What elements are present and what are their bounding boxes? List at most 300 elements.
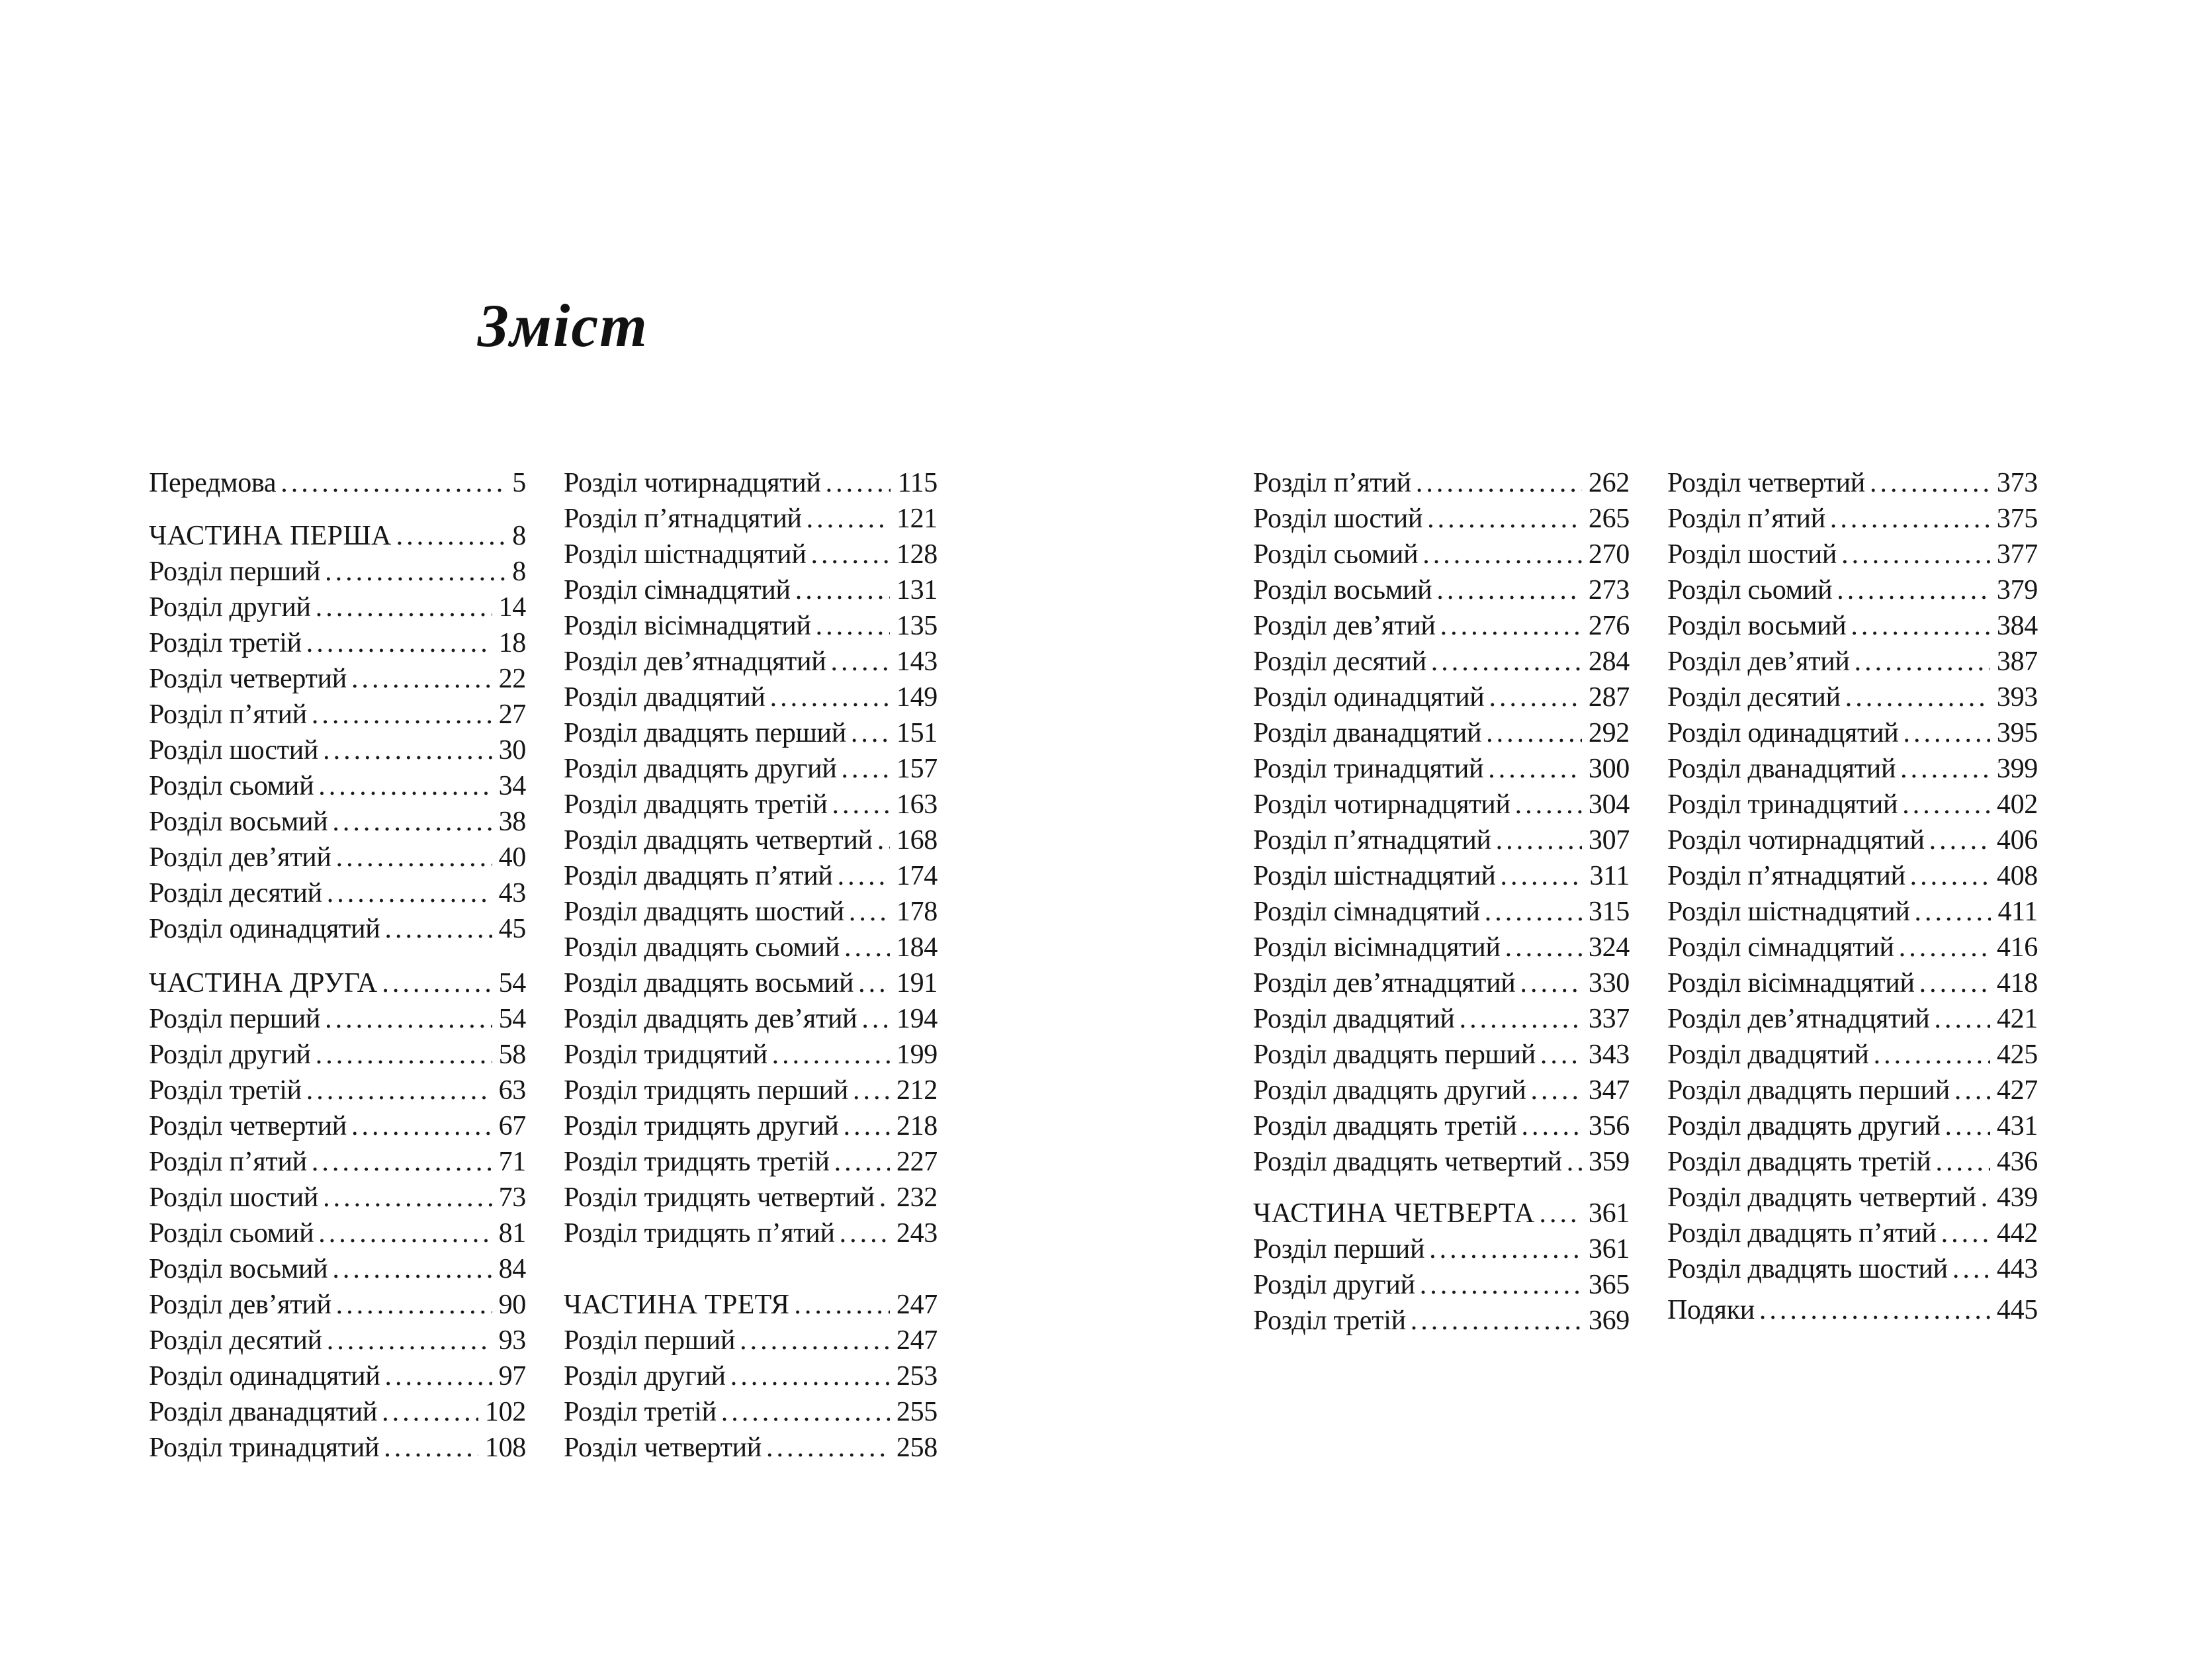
dot-leader	[1874, 1037, 1990, 1073]
toc-column-1	[149, 465, 526, 1466]
toc-entry-page: 128	[896, 539, 938, 570]
dot-leader	[336, 1287, 492, 1323]
toc-entry-page: 304	[1588, 789, 1630, 820]
toc-entry-label: Розділ тридцять перший	[564, 1075, 848, 1106]
toc-entry-label: Розділ дев’ятнадцятий	[1667, 1004, 1930, 1034]
toc-entry-page: 247	[896, 1290, 938, 1320]
toc-entry	[1253, 1267, 1630, 1303]
dot-leader	[834, 1144, 890, 1180]
toc-entry-label: Розділ тридцять другий	[564, 1111, 839, 1141]
dot-leader	[1485, 894, 1582, 930]
toc-entry-page: 54	[498, 1004, 526, 1034]
toc-entry-page: 369	[1588, 1305, 1630, 1336]
toc-entry-page: 253	[896, 1361, 938, 1392]
toc-entry-label: Розділ третій	[149, 1075, 302, 1106]
toc-entry	[149, 768, 526, 804]
toc-entry-page: 14	[498, 592, 526, 623]
toc-entry	[564, 501, 938, 537]
toc-entry-label: Розділ четвертий	[1667, 468, 1865, 498]
toc-entry-page: 115	[897, 468, 938, 498]
toc-entry	[564, 1144, 938, 1180]
dot-leader	[1436, 572, 1582, 608]
toc-entry-label: Розділ тридцять четвертий	[564, 1182, 875, 1213]
toc-entry-page: 45	[498, 914, 526, 944]
toc-entry-page: 375	[1996, 504, 2038, 534]
toc-entry-label: Розділ чотирнадцятий	[564, 468, 821, 498]
toc-entry-label: Розділ двадцять перший	[564, 718, 846, 748]
toc-entry-page: 442	[1996, 1218, 2038, 1249]
toc-entry-page: 71	[498, 1147, 526, 1177]
toc-entry-page: 54	[498, 968, 526, 998]
toc-entry-page: 247	[896, 1325, 938, 1356]
toc-entry-page: 427	[1996, 1075, 2038, 1106]
toc-entry-label: ЧАСТИНА ПЕРША	[149, 521, 392, 551]
toc-entry	[1667, 858, 2038, 894]
dot-leader	[811, 537, 890, 572]
toc-entry	[1667, 822, 2038, 858]
toc-entry-page: 18	[498, 628, 526, 658]
toc-entry-page: 265	[1588, 504, 1630, 534]
toc-entry-label: Розділ одинадцятий	[1667, 718, 1899, 748]
toc-entry-label: Розділ двадцять четвертий	[1667, 1182, 1976, 1213]
toc-entry-label: Подяки	[1667, 1295, 1755, 1325]
toc-entry	[1667, 894, 2038, 930]
toc-entry	[1667, 715, 2038, 751]
toc-entry-page: 40	[498, 842, 526, 873]
toc-entry	[1253, 501, 1630, 537]
toc-entry-label: Розділ двадцять третій	[1667, 1147, 1931, 1177]
toc-entry-page: 439	[1996, 1182, 2038, 1213]
dot-leader	[1505, 930, 1582, 965]
dot-leader	[384, 1358, 492, 1394]
toc-entry	[564, 1037, 938, 1073]
toc-entry-page: 232	[896, 1182, 938, 1213]
dot-leader	[1431, 644, 1582, 680]
dot-leader	[1567, 1144, 1582, 1180]
toc-entry-page: 395	[1996, 718, 2038, 748]
toc-entry-label: Розділ чотирнадцятий	[1253, 789, 1510, 820]
toc-entry-label: Розділ двадцять четвертий	[564, 825, 873, 856]
dot-leader	[1945, 1108, 1990, 1144]
toc-entry	[1253, 1037, 1630, 1073]
toc-column-2	[564, 465, 938, 1466]
dot-leader	[323, 732, 492, 768]
toc-entry	[1253, 1231, 1630, 1267]
toc-entry-label: Розділ сімнадцятий	[564, 575, 791, 605]
dot-leader	[1830, 501, 1990, 537]
dot-leader	[1759, 1292, 1990, 1328]
toc-entry-label: Розділ п’ятнадцятий	[564, 504, 802, 534]
toc-entry	[149, 1180, 526, 1216]
toc-entry	[149, 1073, 526, 1108]
toc-entry-label: Розділ одинадцятий	[149, 1361, 380, 1392]
toc-entry-page: 163	[896, 789, 938, 820]
toc-entry-label: Розділ п’ятий	[1253, 468, 1411, 498]
toc-entry	[1253, 822, 1630, 858]
toc-entry	[1667, 680, 2038, 715]
dot-leader	[772, 1037, 890, 1073]
toc-entry	[1667, 1144, 2038, 1180]
dot-leader	[730, 1358, 890, 1394]
toc-entry-page: 108	[484, 1433, 526, 1463]
toc-entry	[1667, 1216, 2038, 1251]
dot-leader	[1915, 894, 1991, 930]
toc-entry-label: Розділ двадцять другий	[1253, 1075, 1526, 1106]
toc-entry-label: Розділ двадцять шостий	[1667, 1254, 1948, 1284]
dot-leader	[1429, 1231, 1582, 1267]
toc-entry-label: ЧАСТИНА ТРЕТЯ	[564, 1290, 790, 1320]
toc-entry-label: Розділ двадцять шостий	[564, 897, 844, 927]
toc-entry-label: ЧАСТИНА ЧЕТВЕРТА	[1253, 1198, 1535, 1229]
dot-leader	[323, 1180, 492, 1216]
toc-entry-page: 337	[1588, 1004, 1630, 1034]
toc-entry	[564, 537, 938, 572]
toc-entry-page: 22	[498, 664, 526, 694]
toc-column-3	[1253, 465, 1630, 1339]
toc-entry	[149, 732, 526, 768]
toc-entry-page: 359	[1588, 1147, 1630, 1177]
toc-entry-page: 131	[896, 575, 938, 605]
dot-leader	[844, 1108, 890, 1144]
dot-leader	[1841, 537, 1990, 572]
toc-entry	[1667, 1180, 2038, 1216]
toc-entry-label: Розділ двадцять дев’ятий	[564, 1004, 857, 1034]
toc-entry-page: 399	[1996, 754, 2038, 784]
toc-entry-label: Розділ шостий	[149, 1182, 319, 1213]
toc-entry-page: 157	[896, 754, 938, 784]
toc-entry-label: Розділ сьомий	[149, 771, 314, 801]
toc-entry-label: Розділ сьомий	[1667, 575, 1833, 605]
toc-entry-label: Розділ другий	[149, 1039, 311, 1070]
toc-entry-page: 387	[1996, 646, 2038, 677]
dot-leader	[332, 1251, 492, 1287]
dot-leader	[351, 661, 492, 697]
toc-entry	[564, 1358, 938, 1394]
dot-leader	[721, 1394, 890, 1430]
dot-leader	[312, 1144, 492, 1180]
toc-entry	[149, 1323, 526, 1358]
toc-entry-page: 431	[1996, 1111, 2038, 1141]
toc-entry-page: 143	[896, 646, 938, 677]
toc-entry-page: 30	[498, 735, 526, 766]
toc-entry-label: Розділ десятий	[1667, 682, 1841, 713]
dot-leader	[306, 625, 492, 661]
toc-entry-label: Розділ п’ятий	[149, 1147, 307, 1177]
toc-entry-page: 315	[1588, 897, 1630, 927]
toc-entry-label: Розділ шостий	[1667, 539, 1837, 570]
toc-entry	[1253, 787, 1630, 822]
toc-entry	[564, 1323, 938, 1358]
toc-entry-page: 102	[484, 1397, 526, 1427]
toc-entry-label: Розділ тридцять п’ятий	[564, 1218, 835, 1249]
toc-entry-label: Розділ третій	[149, 628, 302, 658]
toc-entry	[1253, 644, 1630, 680]
toc-entry-label: Розділ четвертий	[564, 1433, 762, 1463]
toc-entry-label: Розділ другий	[1253, 1270, 1415, 1300]
dot-leader	[1934, 1001, 1990, 1037]
dot-leader	[332, 804, 492, 840]
toc-entry	[1667, 787, 2038, 822]
dot-leader	[1855, 644, 1990, 680]
toc-entry-page: 38	[498, 807, 526, 837]
toc-entry	[564, 930, 938, 965]
toc-entry-label: Розділ перший	[1253, 1234, 1425, 1264]
toc-entry	[564, 1430, 938, 1466]
toc-entry-label: Розділ п’ятнадцятий	[1667, 861, 1905, 891]
dot-leader	[844, 930, 890, 965]
dot-leader	[1522, 1108, 1582, 1144]
dot-leader	[1515, 787, 1582, 822]
dot-leader	[396, 518, 506, 554]
toc-entry	[149, 661, 526, 697]
toc-entry-page: 243	[896, 1218, 938, 1249]
toc-entry	[1253, 1108, 1630, 1144]
dot-leader	[1488, 751, 1582, 787]
toc-entry-page: 73	[498, 1182, 526, 1213]
toc-entry-label: Розділ шостий	[1253, 504, 1423, 534]
toc-entry	[149, 465, 526, 501]
dot-leader	[830, 644, 889, 680]
toc-entry-label: Розділ восьмий	[1253, 575, 1432, 605]
toc-entry-page: 27	[498, 699, 526, 730]
dot-leader	[1870, 465, 1990, 501]
toc-entry-page: 262	[1588, 468, 1630, 498]
toc-entry-page: 135	[896, 611, 938, 641]
dot-leader	[842, 751, 890, 787]
toc-entry	[1253, 894, 1630, 930]
dot-leader	[851, 715, 890, 751]
toc-entry-label: Розділ дванадцятий	[1667, 754, 1896, 784]
toc-entry-label: Розділ восьмий	[149, 807, 328, 837]
toc-entry	[564, 751, 938, 787]
toc-entry	[1253, 572, 1630, 608]
toc-entry	[1253, 537, 1630, 572]
toc-entry	[564, 1001, 938, 1037]
dot-leader	[384, 911, 492, 947]
toc-entry-page: 63	[498, 1075, 526, 1106]
dot-leader	[858, 965, 890, 1001]
dot-leader	[853, 1073, 890, 1108]
toc-entry	[149, 1108, 526, 1144]
toc-entry	[1667, 644, 2038, 680]
toc-section-header	[564, 1287, 938, 1323]
dot-leader	[1910, 858, 1990, 894]
dot-leader	[795, 572, 890, 608]
dot-leader	[336, 840, 492, 875]
toc-entry	[149, 697, 526, 732]
toc-section-header	[1253, 1196, 1630, 1231]
toc-entry	[149, 1001, 526, 1037]
toc-entry-page: 174	[896, 861, 938, 891]
toc-entry	[1667, 751, 2038, 787]
toc-entry-label: Розділ десятий	[149, 878, 322, 908]
toc-entry-page: 421	[1996, 1004, 2038, 1034]
toc-entry	[149, 1216, 526, 1251]
toc-entry-label: Розділ тринадцятий	[1253, 754, 1484, 784]
dot-leader	[861, 1001, 890, 1037]
toc-entry-label: Розділ двадцять перший	[1253, 1039, 1536, 1070]
toc-entry-label: Розділ третій	[564, 1397, 717, 1427]
toc-entry-page: 384	[1996, 611, 2038, 641]
toc-entry	[149, 804, 526, 840]
toc-entry	[1253, 715, 1630, 751]
dot-leader	[1531, 1073, 1582, 1108]
dot-leader	[1952, 1251, 1990, 1287]
dot-leader	[1520, 965, 1581, 1001]
toc-entry-page: 84	[498, 1254, 526, 1284]
toc-entry-label: Розділ двадцятий	[564, 682, 766, 713]
toc-entry-page: 292	[1588, 718, 1630, 748]
toc-entry	[149, 911, 526, 947]
dot-leader	[306, 1073, 492, 1108]
toc-entry-page: 151	[896, 718, 938, 748]
dot-leader	[1941, 1216, 1990, 1251]
toc-entry	[149, 554, 526, 590]
toc-entry-page: 199	[896, 1039, 938, 1070]
toc-entry-page: 184	[896, 932, 938, 963]
toc-entry-page: 34	[498, 771, 526, 801]
toc-entry-label: Розділ десятий	[149, 1325, 322, 1356]
toc-entry-page: 365	[1588, 1270, 1630, 1300]
toc-entry-label: Розділ сьомий	[149, 1218, 314, 1249]
toc-entry-page: 443	[1996, 1254, 2038, 1284]
dot-leader	[838, 858, 890, 894]
toc-entry	[1667, 930, 2038, 965]
toc-entry-label: Розділ дев’ятнадцятий	[564, 646, 826, 677]
toc-entry	[149, 1251, 526, 1287]
dot-leader	[807, 501, 890, 537]
toc-entry-page: 307	[1588, 825, 1630, 856]
toc-entry	[1667, 465, 2038, 501]
toc-entry-page: 343	[1588, 1039, 1630, 1070]
toc-entry-page: 97	[498, 1361, 526, 1392]
toc-entry-page: 93	[498, 1325, 526, 1356]
dot-leader	[849, 894, 890, 930]
dot-leader	[1411, 1303, 1582, 1339]
dot-leader	[740, 1323, 890, 1358]
toc-entry-page: 408	[1996, 861, 2038, 891]
dot-leader	[1929, 822, 1990, 858]
dot-leader	[1540, 1196, 1582, 1231]
toc-entry-page: 178	[896, 897, 938, 927]
dot-leader	[770, 680, 890, 715]
toc-entry-page: 361	[1588, 1198, 1630, 1229]
dot-leader	[281, 465, 505, 501]
toc-entry-page: 212	[896, 1075, 938, 1106]
toc-entry	[1253, 858, 1630, 894]
toc-entry	[1253, 1144, 1630, 1180]
dot-leader	[1422, 537, 1582, 572]
toc-entry-page: 311	[1589, 861, 1630, 891]
dot-leader	[316, 1037, 492, 1073]
toc-entry-page: 58	[498, 1039, 526, 1070]
toc-entry-page: 284	[1588, 646, 1630, 677]
toc-entry	[149, 1358, 526, 1394]
toc-entry-page: 287	[1588, 682, 1630, 713]
toc-entry	[1253, 1001, 1630, 1037]
toc-entry-label: Розділ двадцятий	[1253, 1004, 1455, 1034]
toc-entry-label: Розділ двадцять другий	[1667, 1111, 1941, 1141]
toc-entry-page: 436	[1996, 1147, 2038, 1177]
toc-entry	[564, 715, 938, 751]
toc-entry-label: ЧАСТИНА ДРУГА	[149, 968, 378, 998]
toc-entry-page: 149	[896, 682, 938, 713]
dot-leader	[816, 608, 890, 644]
dot-leader	[1902, 787, 1990, 822]
toc-entry-page: 273	[1588, 575, 1630, 605]
toc-entry-page: 347	[1588, 1075, 1630, 1106]
toc-entry-page: 81	[498, 1218, 526, 1249]
toc-entry-label: Розділ шістнадцятий	[1667, 897, 1910, 927]
toc-entry	[1667, 1292, 2038, 1328]
toc-entry	[1667, 1037, 2038, 1073]
dot-leader	[1981, 1180, 1990, 1216]
dot-leader	[840, 1216, 890, 1251]
toc-entry-label: Розділ вісімнадцятий	[1667, 968, 1915, 998]
toc-entry-page: 402	[1996, 789, 2038, 820]
dot-leader	[351, 1108, 492, 1144]
toc-entry-label: Розділ перший	[564, 1325, 736, 1356]
dot-leader	[1919, 965, 1990, 1001]
dot-leader	[318, 1216, 492, 1251]
dot-leader	[1416, 465, 1582, 501]
dot-leader	[1903, 715, 1990, 751]
dot-leader	[877, 822, 890, 858]
toc-entry	[564, 644, 938, 680]
toc-entry-page: 276	[1588, 611, 1630, 641]
dot-leader	[826, 465, 891, 501]
dot-leader	[832, 787, 890, 822]
toc-entry	[1253, 465, 1630, 501]
toc-entry-label: Розділ п’ятий	[149, 699, 307, 730]
toc-entry-label: Розділ другий	[564, 1361, 726, 1392]
toc-entry-page: 418	[1996, 968, 2038, 998]
toc-entry-label: Розділ тридцять третій	[564, 1147, 830, 1177]
toc-entry-label: Розділ перший	[149, 556, 321, 587]
toc-entry-label: Розділ третій	[1253, 1305, 1406, 1336]
toc-entry-label: Розділ одинадцятий	[1253, 682, 1485, 713]
toc-entry	[564, 1180, 938, 1216]
dot-leader	[325, 1001, 492, 1037]
toc-entry-page: 258	[896, 1433, 938, 1463]
toc-entry	[1667, 1251, 2038, 1287]
toc-entry-label: Розділ двадцять сьомий	[564, 932, 840, 963]
toc-entry	[564, 572, 938, 608]
dot-leader	[327, 875, 492, 911]
toc-entry-page: 90	[498, 1290, 526, 1320]
dot-leader	[1936, 1144, 1990, 1180]
toc-column-4	[1667, 465, 2038, 1328]
toc-entry-page: 43	[498, 878, 526, 908]
toc-entry-label: Розділ дев’ятнадцятий	[1253, 968, 1516, 998]
toc-entry-label: Розділ шістнадцятий	[1253, 861, 1496, 891]
toc-entry	[1667, 537, 2038, 572]
toc-entry	[1253, 965, 1630, 1001]
toc-entry-page: 416	[1996, 932, 2038, 963]
toc-entry-page: 406	[1996, 825, 2038, 856]
toc-entry-page: 356	[1588, 1111, 1630, 1141]
toc-entry-page: 373	[1996, 468, 2038, 498]
toc-entry-label: Розділ тринадцятий	[1667, 789, 1898, 820]
toc-entry-page: 379	[1996, 575, 2038, 605]
toc-entry	[564, 1394, 938, 1430]
toc-entry	[149, 1430, 526, 1466]
toc-entry-page: 168	[896, 825, 938, 856]
toc-entry	[564, 858, 938, 894]
toc-entry-label: Розділ четвертий	[149, 1111, 347, 1141]
toc-entry	[1253, 1303, 1630, 1339]
toc-entry-label: Розділ сьомий	[1253, 539, 1419, 570]
